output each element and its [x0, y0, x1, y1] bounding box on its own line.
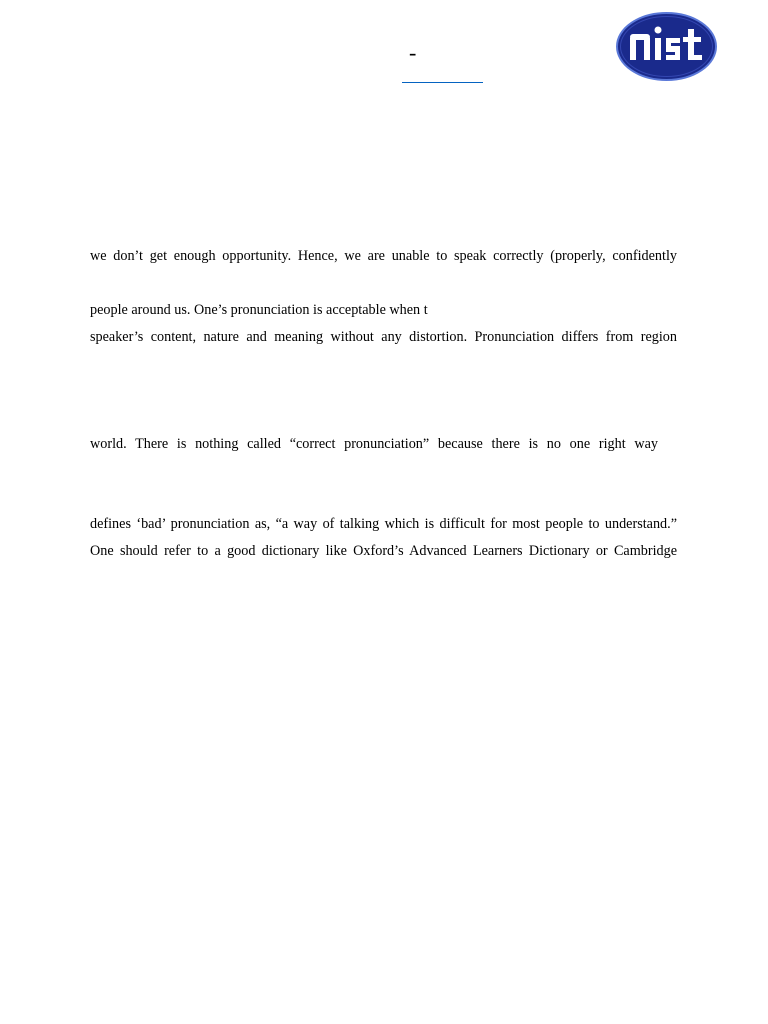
header-link-underline[interactable] [402, 82, 483, 83]
body-line-5: defines ‘bad’ pronunciation as, “a way of talking which is difficult for most people to understand.” [90, 516, 677, 532]
body-line-6: One should refer to a good dictionary like Oxford’s Advanced Learners Dictionary or Cambridge [90, 543, 677, 559]
body-line-4: world. There is nothing called “correct pronunciation” because there is no one right way [90, 436, 658, 452]
nist-logo-icon [616, 12, 717, 81]
header-dash: - [409, 40, 417, 65]
nist-logo [616, 12, 717, 81]
body-line-2: people around us. One’s pronunciation is acceptable when t [90, 302, 428, 318]
body-line-1: we don’t get enough opportunity. Hence, we are unable to speak correctly (properly, confidently [90, 248, 677, 264]
body-line-3: speaker’s content, nature and meaning without any distortion. Pronunciation differs from region [90, 329, 677, 345]
